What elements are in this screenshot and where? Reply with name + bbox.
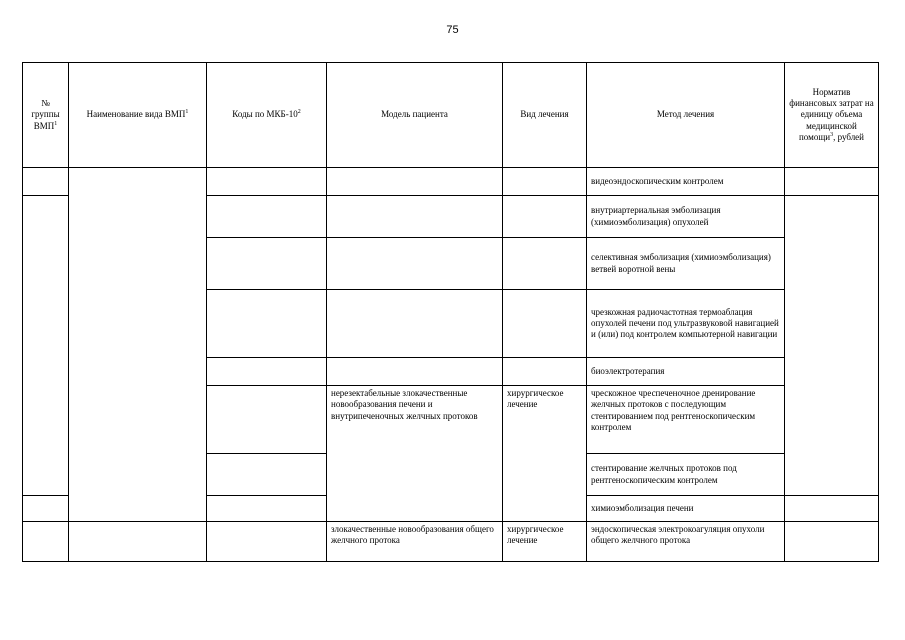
treatment-type-cell: [503, 196, 587, 238]
treatment-type-cell: [503, 358, 587, 386]
table-header-row: [23, 63, 879, 168]
vmp-table: [22, 62, 879, 562]
icd-code-cell: [207, 496, 327, 522]
vmp-name-cell: [69, 168, 207, 522]
header-treatment-method: Метод лечения: [587, 63, 785, 168]
treatment-method-cell: чрезкожная радиочастотная термоаблация опухолей печени под ультразвуковой навигацией и (или) под контролем компьютерной навигации: [587, 290, 785, 358]
header-group-number: № группы ВМП$^1$: [23, 63, 69, 168]
treatment-type-cell: [503, 168, 587, 196]
treatment-method-cell: биоэлектротерапия: [587, 358, 785, 386]
treatment-method-cell: видеоэндоскопическим контролем: [587, 168, 785, 196]
header-icd-codes: Коды по МКБ-$10^2$: [207, 63, 327, 168]
cost-cell: [785, 522, 879, 562]
icd-code-cell: [207, 290, 327, 358]
group-number-cell: [23, 522, 69, 562]
cost-cell: [785, 168, 879, 196]
treatment-method-cell: эндоскопическая электрокоагуляция опухоли общего желчного протока: [587, 522, 785, 562]
vmp-name-cell: [69, 522, 207, 562]
treatment-type-cell: хирургическое лечение: [503, 386, 587, 522]
icd-code-cell: [207, 522, 327, 562]
icd-code-cell: [207, 168, 327, 196]
group-number-cell: [23, 496, 69, 522]
group-number-cell: [23, 168, 69, 196]
icd-code-cell: [207, 238, 327, 290]
patient-model-cell: нерезектабельные злокачественные новообразования печени и внутрипеченочных желчных протоков: [327, 386, 503, 522]
cost-cell: [785, 496, 879, 522]
group-number-cell: [23, 196, 69, 496]
header-cost-standard: Норматив финансовых затрат на единицу объема медицинской помощи$^3$, рублей: [785, 63, 879, 168]
icd-code-cell: [207, 358, 327, 386]
header-vmp-name: Наименование вида ВМП$^1$: [69, 63, 207, 168]
patient-model-cell: злокачественные новообразования общего желчного протока: [327, 522, 503, 562]
page-number: 75: [446, 24, 459, 36]
treatment-method-cell: внутриартериальная эмболизация (химиоэмболизация) опухолей: [587, 196, 785, 238]
patient-model-cell: [327, 168, 503, 196]
treatment-method-cell: селективная эмболизация (химиоэмболизация) ветвей воротной вены: [587, 238, 785, 290]
treatment-method-cell: стентирование желчных протоков под рентгеноскопическим контролем: [587, 454, 785, 496]
treatment-method-cell: чрескожное чреспеченочное дренирование желчных протоков с последующим стентированием под рентгеноскопическим контролем: [587, 386, 785, 454]
treatment-type-cell: [503, 238, 587, 290]
patient-model-cell: [327, 290, 503, 358]
cost-cell: [785, 196, 879, 496]
treatment-method-cell: химиоэмболизация печени: [587, 496, 785, 522]
header-treatment-type: Вид лечения: [503, 63, 587, 168]
icd-code-cell: [207, 454, 327, 496]
table-row: [23, 522, 879, 562]
patient-model-cell: [327, 196, 503, 238]
header-patient-model: Модель пациента: [327, 63, 503, 168]
patient-model-cell: [327, 238, 503, 290]
treatment-type-cell: [503, 290, 587, 358]
table-row: [23, 168, 879, 196]
icd-code-cell: [207, 196, 327, 238]
patient-model-cell: [327, 358, 503, 386]
treatment-type-cell: хирургическое лечение: [503, 522, 587, 562]
icd-code-cell: [207, 386, 327, 454]
